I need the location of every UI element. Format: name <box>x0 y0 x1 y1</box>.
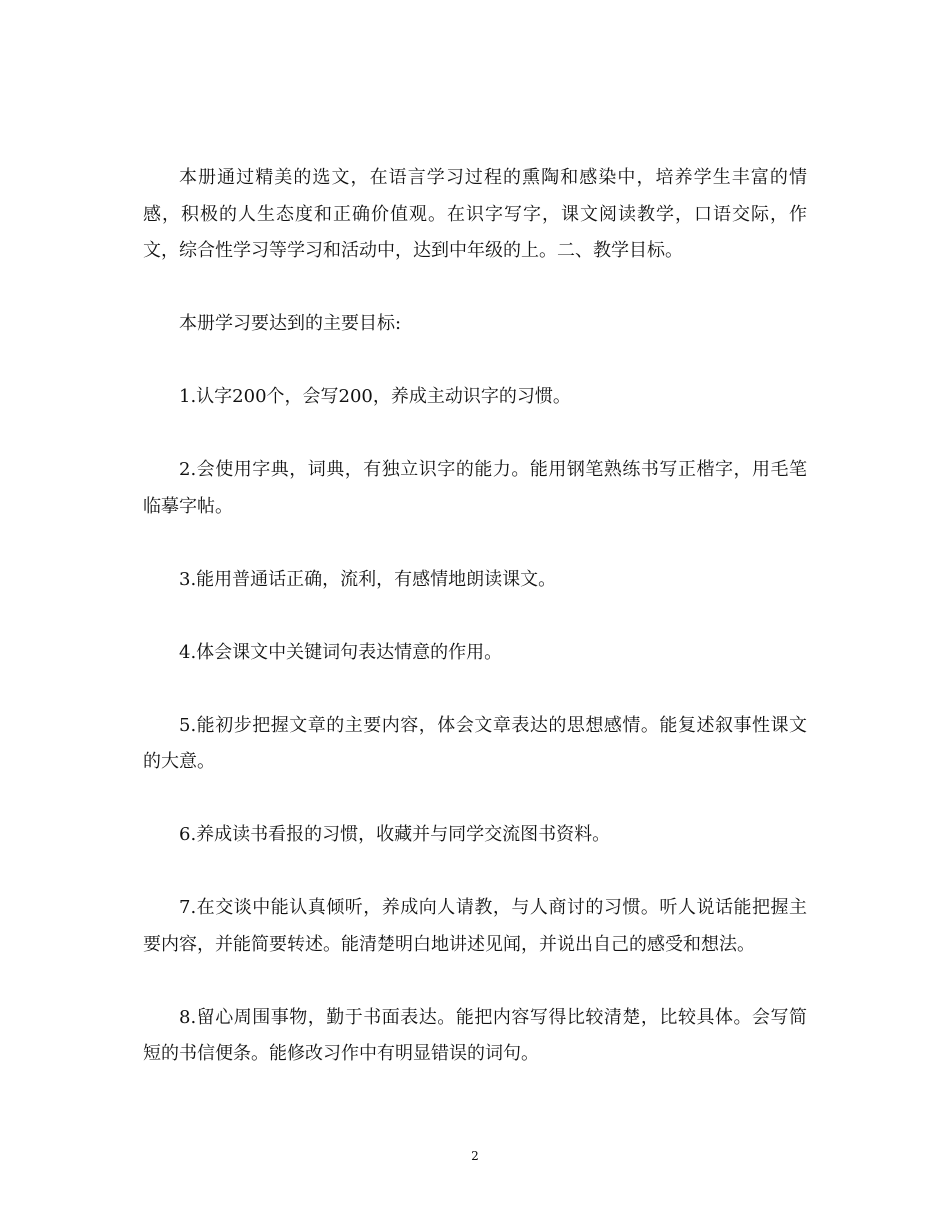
goal-item-2: 2.会使用字典，词典，有独立识字的能力。能用钢笔熟练书写正楷字，用毛笔临摹字帖。 <box>143 459 807 517</box>
goal-item-6: 6.养成读书看报的习惯，收藏并与同学交流图书资料。 <box>179 824 611 845</box>
goal-item-7: 7.在交谈中能认真倾听，养成向人请教，与人商讨的习惯。听人说话能把握主要内容，并能简要转述。能清楚明白地讲述见闻，并说出自己的感受和想法。 <box>143 897 807 955</box>
page-number: 2 <box>471 1149 479 1163</box>
goal-item-5: 5.能初步把握文章的主要内容，体会文章表达的思想感情。能复述叙事性课文的大意。 <box>143 714 807 772</box>
document-body <box>143 160 807 1073</box>
intro-paragraph: 本册通过精美的选文，在语言学习过程的熏陶和感染中，培养学生丰富的情感，积极的人生态度和正确价值观。在识字写字，课文阅读教学，口语交际，作文，综合性学习等学习和活动中，达到中年级的上。二、教学目标。 <box>143 167 807 261</box>
goal-item-8: 8.留心周围事物，勤于书面表达。能把内容写得比较清楚，比较具体。会写简短的书信便条。能修改习作中有明显错误的词句。 <box>143 1006 807 1064</box>
goal-item-4: 4.体会课文中关键词句表达情意的作用。 <box>179 641 503 663</box>
goal-item-1: 1.认字200个，会写200，养成主动识字的习惯。 <box>179 386 571 407</box>
goal-item-3: 3.能用普通话正确，流利，有感情地朗读课文。 <box>179 568 557 590</box>
goals-heading-paragraph: 本册学习要达到的主要目标: <box>179 313 402 334</box>
